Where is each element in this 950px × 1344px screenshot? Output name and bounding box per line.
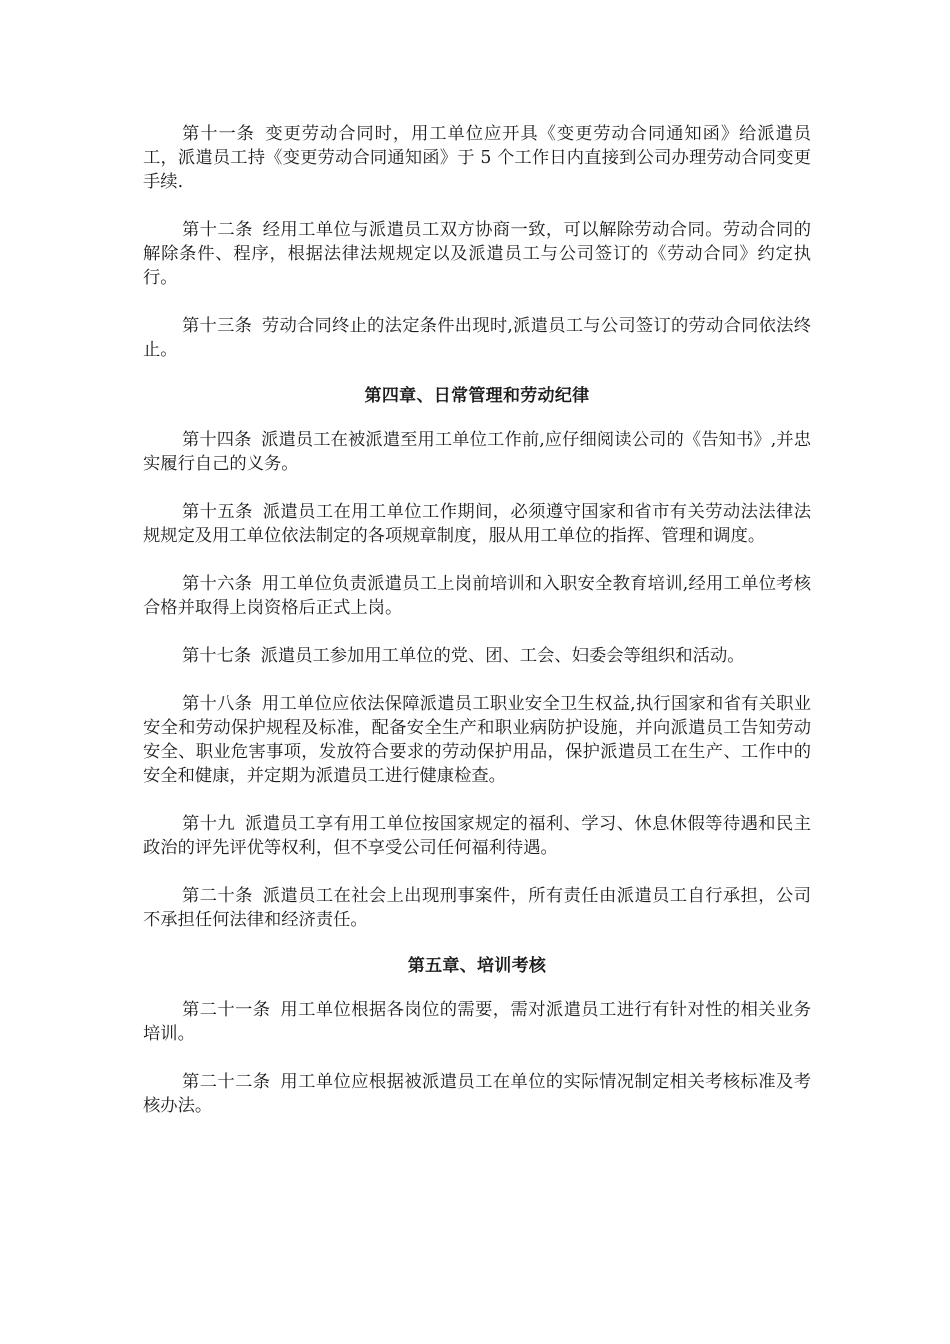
- article-number: 第十五条: [182, 502, 253, 522]
- article-14: [143, 428, 811, 476]
- article-22: [143, 1070, 811, 1118]
- article-number: 第二十条: [182, 886, 253, 906]
- article-15: [143, 500, 811, 548]
- article-number: 第十三条: [182, 316, 253, 336]
- article-text: 派遣员工在社会上出现刑事案件，所有责任由派遣员工自行承担，公司不承担任何法律和经济责任。: [143, 886, 811, 930]
- article-text: 用工单位根据各岗位的需要，需对派遣员工进行有针对性的相关业务培训。: [143, 1000, 811, 1044]
- article-17: [143, 644, 811, 668]
- article-12: [143, 218, 811, 290]
- article-number: 第十六条: [182, 574, 253, 594]
- article-number: 第十四条: [182, 430, 252, 450]
- article-text: 派遣员工在用工单位工作期间，必须遵守国家和省市有关劳动法法律法规规定及用工单位依法制定的各项规章制度，服从用工单位的指挥、管理和调度。: [143, 502, 811, 546]
- article-text: 派遣员工参加用工单位的党、团、工会、妇委会等组织和活动。: [260, 646, 745, 666]
- article-text: 变更劳动合同时，用工单位应开具《变更劳动合同通知函》给派遣员工，派遣员工持《变更劳动合同通知函》于 5 个工作日内直接到公司办理劳动合同变更手续.: [143, 124, 811, 192]
- chapter-4-heading: 第四章、日常管理和劳动纪律: [364, 386, 590, 406]
- article-21: [143, 998, 811, 1046]
- article-text: 用工单位负责派遣员工上岗前培训和入职安全教育培训,经用工单位考核合格并取得上岗资格后正式上岗。: [143, 574, 811, 618]
- article-text: 劳动合同终止的法定条件出现时,派遣员工与公司签订的劳动合同依法终止。: [143, 316, 811, 360]
- article-text: 用工单位应根据被派遣员工在单位的实际情况制定相关考核标准及考核办法。: [143, 1072, 811, 1116]
- chapter-5-heading: 第五章、培训考核: [407, 956, 547, 976]
- article-text: 经用工单位与派遣员工双方协商一致，可以解除劳动合同。劳动合同的解除条件、程序，根据法律法规规定以及派遣员工与公司签订的《劳动合同》约定执行。: [143, 220, 811, 288]
- document-page: [143, 122, 811, 1142]
- article-number: 第十二条: [182, 220, 253, 240]
- article-16: [143, 572, 811, 620]
- article-18: [143, 692, 811, 788]
- article-20: [143, 884, 811, 932]
- article-number: 第十七条: [182, 646, 252, 666]
- article-number: 第十八条: [182, 694, 253, 714]
- article-13: [143, 314, 811, 362]
- article-number: 第二十一条: [182, 1000, 271, 1020]
- article-number: 第十一条: [182, 124, 255, 144]
- article-text: 派遣员工享有用工单位按国家规定的福利、学习、休息休假等待遇和民主政治的评先评优等权利，但不享受公司任何福利待遇。: [143, 814, 811, 858]
- article-text: 用工单位应依法保障派遣员工职业安全卫生权益,执行国家和省有关职业安全和劳动保护规程及标准，配备安全生产和职业病防护设施，并向派遣员工告知劳动安全、职业危害事项，发放符合要求的劳动保护用品，保护派遣员工在生产、工作中的安全和健康，并定期为派遣员工进行健康检查。: [143, 694, 811, 786]
- article-19: [143, 812, 811, 860]
- article-number: 第十九: [182, 814, 236, 834]
- article-text: 派遣员工在被派遣至用工单位工作前,应仔细阅读公司的《告知书》,并忠实履行自己的义务。: [143, 430, 811, 474]
- article-number: 第二十二条: [182, 1072, 271, 1092]
- article-11: [143, 122, 811, 194]
